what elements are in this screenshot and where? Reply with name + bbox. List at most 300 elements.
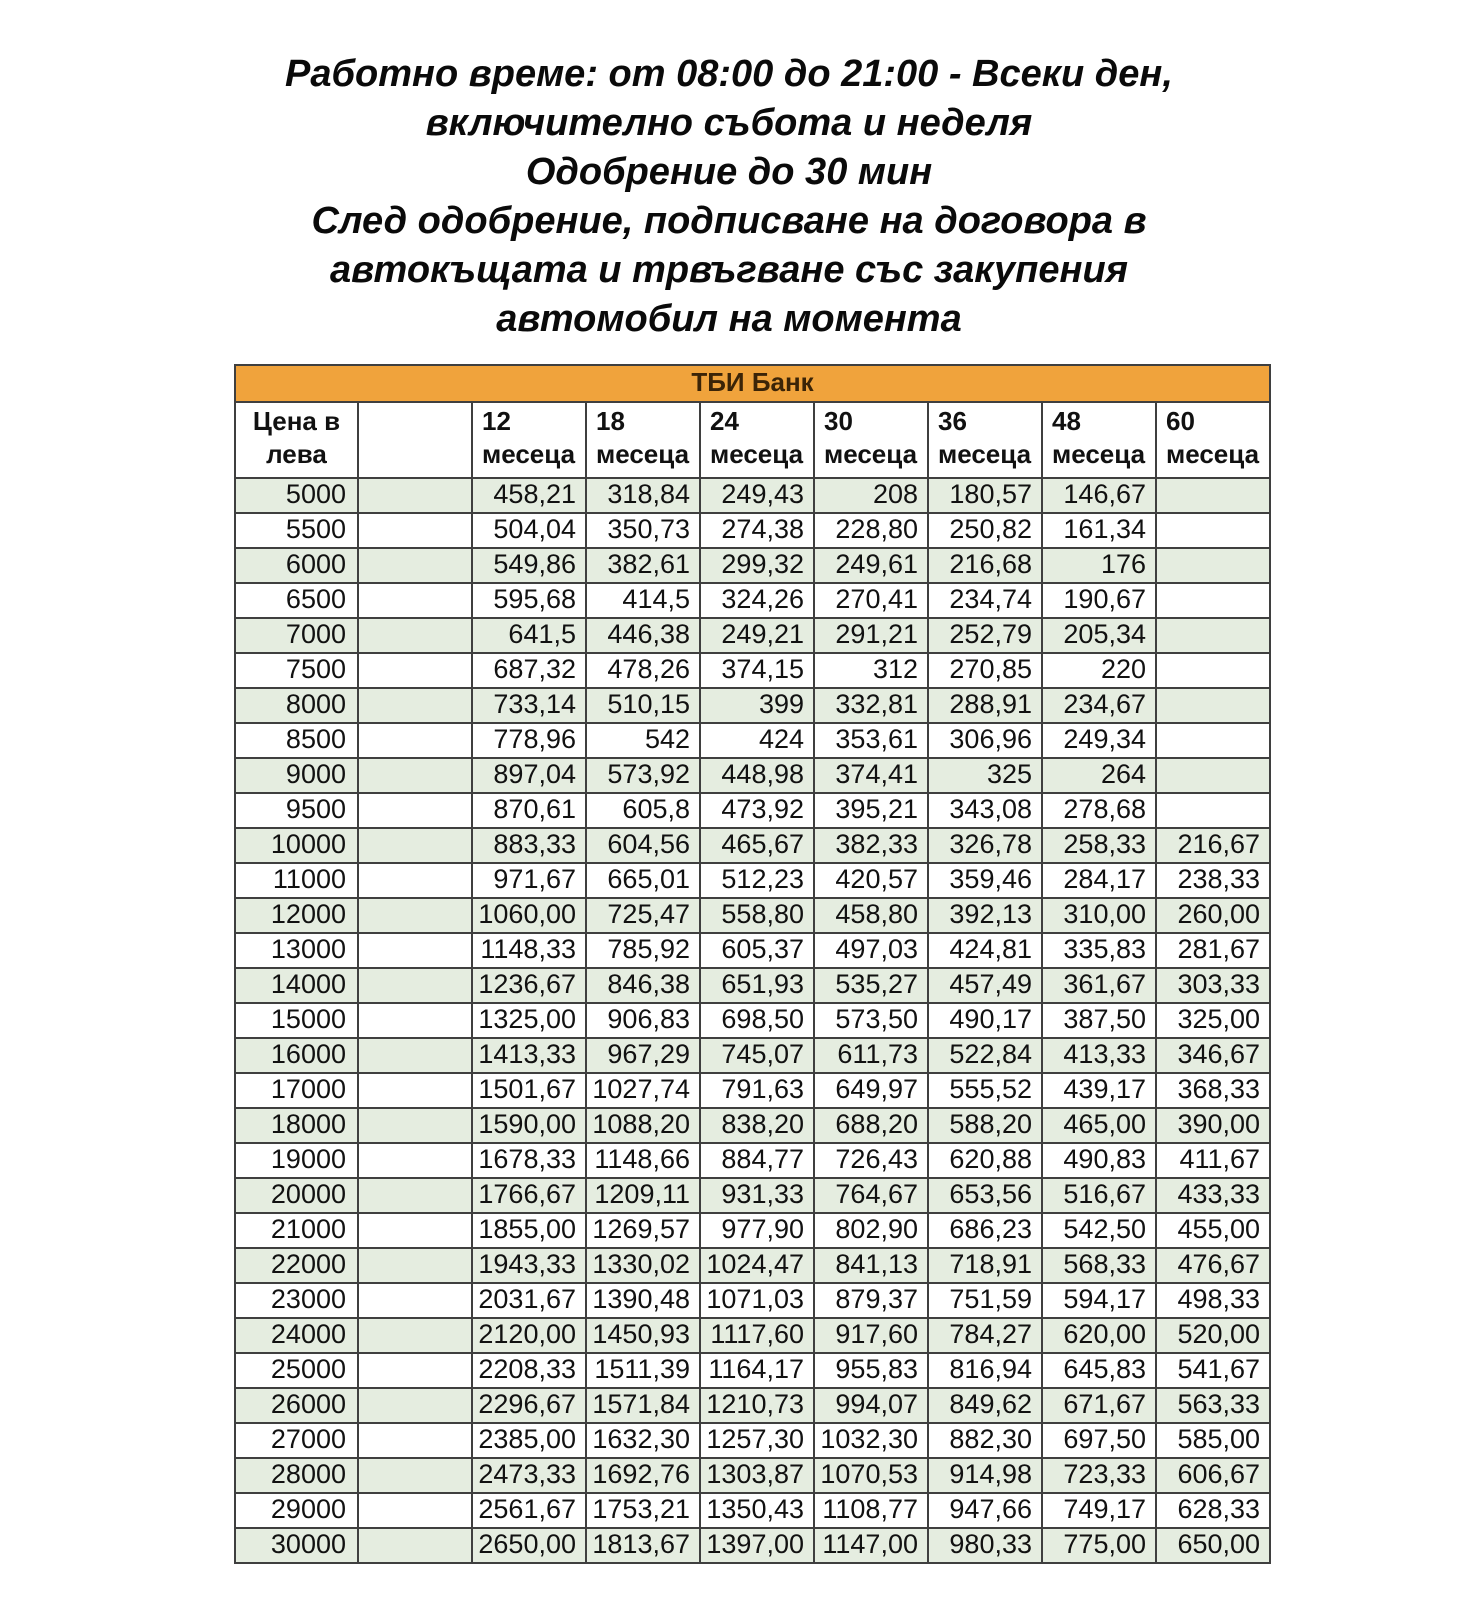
price-cell: 16000 — [235, 1038, 358, 1073]
payment-cell-36m: 718,91 — [928, 1248, 1042, 1283]
payment-cell-36m: 343,08 — [928, 793, 1042, 828]
empty-cell — [358, 618, 472, 653]
payment-cell-36m: 234,74 — [928, 583, 1042, 618]
payment-cell-18m: 478,26 — [586, 653, 700, 688]
price-cell: 25000 — [235, 1353, 358, 1388]
payment-cell-48m: 284,17 — [1042, 863, 1156, 898]
empty-cell — [358, 1143, 472, 1178]
empty-cell — [358, 1003, 472, 1038]
payment-cell-24m: 698,50 — [700, 1003, 814, 1038]
payment-cell-48m: 697,50 — [1042, 1423, 1156, 1458]
empty-cell — [358, 548, 472, 583]
payment-cell-12m: 2650,00 — [472, 1528, 586, 1563]
payment-cell-24m: 1071,03 — [700, 1283, 814, 1318]
payment-cell-24m: 651,93 — [700, 968, 814, 1003]
payment-cell-24m: 249,43 — [700, 478, 814, 513]
table-row — [235, 1318, 1270, 1353]
payment-cell-24m: 977,90 — [700, 1213, 814, 1248]
table-row — [235, 1423, 1270, 1458]
payment-cell-48m: 516,67 — [1042, 1178, 1156, 1213]
payment-cell-60m: 628,33 — [1156, 1493, 1270, 1528]
table-row — [235, 1528, 1270, 1563]
payment-cell-60m: 238,33 — [1156, 863, 1270, 898]
empty-cell — [358, 828, 472, 863]
payment-cell-24m: 558,80 — [700, 898, 814, 933]
price-cell: 7000 — [235, 618, 358, 653]
payment-cell-36m: 326,78 — [928, 828, 1042, 863]
payment-cell-60m: 650,00 — [1156, 1528, 1270, 1563]
empty-cell — [358, 758, 472, 793]
payment-cell-30m: 1108,77 — [814, 1493, 928, 1528]
loan-payments-table — [234, 364, 1271, 1564]
payment-cell-36m: 620,88 — [928, 1143, 1042, 1178]
payment-cell-18m: 1692,76 — [586, 1458, 700, 1493]
payment-cell-48m: 568,33 — [1042, 1248, 1156, 1283]
payment-cell-48m: 310,00 — [1042, 898, 1156, 933]
payment-cell-60m — [1156, 548, 1270, 583]
payment-cell-48m: 645,83 — [1042, 1353, 1156, 1388]
payment-cell-18m: 1450,93 — [586, 1318, 700, 1353]
payment-cell-60m — [1156, 793, 1270, 828]
payment-cell-48m: 387,50 — [1042, 1003, 1156, 1038]
payment-cell-60m: 216,67 — [1156, 828, 1270, 863]
empty-cell — [358, 898, 472, 933]
payment-cell-12m: 1325,00 — [472, 1003, 586, 1038]
payment-cell-24m: 1117,60 — [700, 1318, 814, 1353]
table-row — [235, 1003, 1270, 1038]
payment-cell-30m: 353,61 — [814, 723, 928, 758]
payment-cell-24m: 1303,87 — [700, 1458, 814, 1493]
month-unit: месеца — [710, 439, 804, 469]
table-row — [235, 968, 1270, 1003]
table-row — [235, 828, 1270, 863]
payment-cell-30m: 841,13 — [814, 1248, 928, 1283]
payment-cell-24m: 884,77 — [700, 1143, 814, 1178]
payment-cell-18m: 382,61 — [586, 548, 700, 583]
payment-cell-36m: 980,33 — [928, 1528, 1042, 1563]
payment-cell-30m: 726,43 — [814, 1143, 928, 1178]
payment-cell-60m — [1156, 688, 1270, 723]
payment-cell-60m: 303,33 — [1156, 968, 1270, 1003]
payment-cell-30m: 917,60 — [814, 1318, 928, 1353]
payment-cell-60m: 455,00 — [1156, 1213, 1270, 1248]
table-row — [235, 1493, 1270, 1528]
payment-cell-30m: 535,27 — [814, 968, 928, 1003]
payment-cell-60m — [1156, 618, 1270, 653]
payment-cell-48m: 749,17 — [1042, 1493, 1156, 1528]
payment-cell-36m: 490,17 — [928, 1003, 1042, 1038]
payment-cell-18m: 1571,84 — [586, 1388, 700, 1423]
price-cell: 23000 — [235, 1283, 358, 1318]
payment-cell-48m: 205,34 — [1042, 618, 1156, 653]
payment-cell-30m: 228,80 — [814, 513, 928, 548]
payment-cell-30m: 802,90 — [814, 1213, 928, 1248]
month-unit: месеца — [824, 439, 918, 469]
empty-cell — [358, 863, 472, 898]
price-cell: 19000 — [235, 1143, 358, 1178]
table-row — [235, 863, 1270, 898]
price-cell: 27000 — [235, 1423, 358, 1458]
month-number: 30 — [824, 406, 853, 436]
empty-cell — [358, 1248, 472, 1283]
payment-cell-36m: 816,94 — [928, 1353, 1042, 1388]
payment-cell-36m: 288,91 — [928, 688, 1042, 723]
empty-cell — [358, 1493, 472, 1528]
payment-cell-48m: 190,67 — [1042, 583, 1156, 618]
column-header-row — [235, 402, 1270, 478]
payment-cell-30m: 291,21 — [814, 618, 928, 653]
payment-cell-24m: 1210,73 — [700, 1388, 814, 1423]
empty-cell — [358, 1528, 472, 1563]
payment-cell-30m: 270,41 — [814, 583, 928, 618]
payment-cell-12m: 897,04 — [472, 758, 586, 793]
table-row — [235, 618, 1270, 653]
table-row — [235, 1353, 1270, 1388]
payment-cell-18m: 1511,39 — [586, 1353, 700, 1388]
payment-cell-30m: 879,37 — [814, 1283, 928, 1318]
payment-cell-36m: 653,56 — [928, 1178, 1042, 1213]
payment-cell-60m: 541,67 — [1156, 1353, 1270, 1388]
table-row — [235, 548, 1270, 583]
payment-cell-36m: 392,13 — [928, 898, 1042, 933]
empty-cell — [358, 653, 472, 688]
payment-cell-24m: 399 — [700, 688, 814, 723]
payment-cell-18m: 1269,57 — [586, 1213, 700, 1248]
payment-cell-12m: 687,32 — [472, 653, 586, 688]
payment-cell-60m — [1156, 758, 1270, 793]
month-unit: месеца — [938, 439, 1032, 469]
payment-cell-30m: 312 — [814, 653, 928, 688]
payment-cell-24m: 1397,00 — [700, 1528, 814, 1563]
payment-cell-36m: 784,27 — [928, 1318, 1042, 1353]
table-row — [235, 653, 1270, 688]
payment-cell-12m: 2473,33 — [472, 1458, 586, 1493]
payment-cell-36m: 457,49 — [928, 968, 1042, 1003]
price-cell: 30000 — [235, 1528, 358, 1563]
payment-cell-48m: 671,67 — [1042, 1388, 1156, 1423]
payment-cell-36m: 424,81 — [928, 933, 1042, 968]
month-unit: месеца — [596, 439, 690, 469]
payment-cell-24m: 299,32 — [700, 548, 814, 583]
title-line: Работно време: от 08:00 до 21:00 - Всеки ден, — [285, 53, 1173, 95]
month-number: 12 — [482, 406, 511, 436]
price-cell: 8000 — [235, 688, 358, 723]
payment-cell-36m: 325 — [928, 758, 1042, 793]
payment-cell-36m: 216,68 — [928, 548, 1042, 583]
title-line: След одобрение, подписване на договора в — [311, 200, 1147, 242]
payment-cell-60m — [1156, 723, 1270, 758]
payment-cell-12m: 2208,33 — [472, 1353, 586, 1388]
payment-cell-18m: 1209,11 — [586, 1178, 700, 1213]
payment-cell-48m: 413,33 — [1042, 1038, 1156, 1073]
month-column-header-18 — [586, 402, 700, 478]
month-column-header-48 — [1042, 402, 1156, 478]
payment-cell-36m: 522,84 — [928, 1038, 1042, 1073]
table-row — [235, 1458, 1270, 1493]
price-cell: 29000 — [235, 1493, 358, 1528]
table-row — [235, 1283, 1270, 1318]
payment-cell-18m: 446,38 — [586, 618, 700, 653]
payment-cell-60m — [1156, 583, 1270, 618]
table-row — [235, 1108, 1270, 1143]
payment-cell-18m: 414,5 — [586, 583, 700, 618]
payment-cell-18m: 967,29 — [586, 1038, 700, 1073]
payment-cell-12m: 1501,67 — [472, 1073, 586, 1108]
payment-cell-18m: 605,8 — [586, 793, 700, 828]
price-cell: 14000 — [235, 968, 358, 1003]
payment-cell-24m: 605,37 — [700, 933, 814, 968]
price-cell: 24000 — [235, 1318, 358, 1353]
price-cell: 6000 — [235, 548, 358, 583]
payment-cell-36m: 250,82 — [928, 513, 1042, 548]
month-unit: месеца — [482, 439, 576, 469]
payment-cell-60m: 433,33 — [1156, 1178, 1270, 1213]
payment-cell-60m: 411,67 — [1156, 1143, 1270, 1178]
payment-cell-24m: 465,67 — [700, 828, 814, 863]
payment-cell-12m: 1590,00 — [472, 1108, 586, 1143]
payment-cell-24m: 1024,47 — [700, 1248, 814, 1283]
empty-cell — [358, 1423, 472, 1458]
empty-cell — [358, 1178, 472, 1213]
price-cell: 8500 — [235, 723, 358, 758]
payment-cell-12m: 1678,33 — [472, 1143, 586, 1178]
price-cell: 9000 — [235, 758, 358, 793]
payment-cell-30m: 249,61 — [814, 548, 928, 583]
price-cell: 15000 — [235, 1003, 358, 1038]
table-row — [235, 513, 1270, 548]
payment-cell-30m: 649,97 — [814, 1073, 928, 1108]
payment-cell-30m: 955,83 — [814, 1353, 928, 1388]
payment-cell-12m: 1236,67 — [472, 968, 586, 1003]
table-row — [235, 1213, 1270, 1248]
payment-cell-18m: 665,01 — [586, 863, 700, 898]
payment-cell-18m: 604,56 — [586, 828, 700, 863]
payment-cell-18m: 350,73 — [586, 513, 700, 548]
payment-cell-18m: 1753,21 — [586, 1493, 700, 1528]
month-unit: месеца — [1166, 439, 1260, 469]
empty-cell — [358, 1388, 472, 1423]
payment-cell-30m: 994,07 — [814, 1388, 928, 1423]
payment-cell-48m: 278,68 — [1042, 793, 1156, 828]
payment-cell-48m: 775,00 — [1042, 1528, 1156, 1563]
payment-cell-12m: 870,61 — [472, 793, 586, 828]
empty-column-header — [358, 402, 472, 478]
payment-cell-48m: 258,33 — [1042, 828, 1156, 863]
payment-cell-36m: 849,62 — [928, 1388, 1042, 1423]
page-title — [0, 50, 1458, 344]
payment-cell-48m: 465,00 — [1042, 1108, 1156, 1143]
payment-cell-12m: 2120,00 — [472, 1318, 586, 1353]
payment-cell-60m: 368,33 — [1156, 1073, 1270, 1108]
empty-cell — [358, 793, 472, 828]
payment-cell-60m: 606,67 — [1156, 1458, 1270, 1493]
price-cell: 21000 — [235, 1213, 358, 1248]
payment-cell-12m: 1943,33 — [472, 1248, 586, 1283]
payment-cell-24m: 838,20 — [700, 1108, 814, 1143]
empty-cell — [358, 583, 472, 618]
payment-cell-48m: 542,50 — [1042, 1213, 1156, 1248]
empty-cell — [358, 1108, 472, 1143]
payment-cell-12m: 595,68 — [472, 583, 586, 618]
payment-cell-48m: 594,17 — [1042, 1283, 1156, 1318]
empty-cell — [358, 1353, 472, 1388]
price-cell: 22000 — [235, 1248, 358, 1283]
empty-cell — [358, 1073, 472, 1108]
payment-cell-60m: 498,33 — [1156, 1283, 1270, 1318]
payment-cell-24m: 791,63 — [700, 1073, 814, 1108]
price-cell: 6500 — [235, 583, 358, 618]
table-row — [235, 1143, 1270, 1178]
empty-cell — [358, 1038, 472, 1073]
payment-cell-60m: 260,00 — [1156, 898, 1270, 933]
payment-cell-24m: 931,33 — [700, 1178, 814, 1213]
price-cell: 5000 — [235, 478, 358, 513]
payment-cell-12m: 733,14 — [472, 688, 586, 723]
payment-cell-12m: 2296,67 — [472, 1388, 586, 1423]
table-row — [235, 758, 1270, 793]
payment-cell-18m: 725,47 — [586, 898, 700, 933]
payment-cell-18m: 510,15 — [586, 688, 700, 723]
payment-cell-60m: 520,00 — [1156, 1318, 1270, 1353]
payment-cell-24m: 1257,30 — [700, 1423, 814, 1458]
payment-cell-36m: 751,59 — [928, 1283, 1042, 1318]
payment-cell-24m: 448,98 — [700, 758, 814, 793]
month-number: 36 — [938, 406, 967, 436]
payment-cell-24m: 424 — [700, 723, 814, 758]
payment-cell-30m: 764,67 — [814, 1178, 928, 1213]
price-cell: 12000 — [235, 898, 358, 933]
payment-cell-30m: 1032,30 — [814, 1423, 928, 1458]
payment-cell-60m: 476,67 — [1156, 1248, 1270, 1283]
month-number: 18 — [596, 406, 625, 436]
payment-cell-48m: 723,33 — [1042, 1458, 1156, 1493]
table-row — [235, 583, 1270, 618]
payment-cell-48m: 176 — [1042, 548, 1156, 583]
payment-cell-60m: 390,00 — [1156, 1108, 1270, 1143]
payment-cell-18m: 785,92 — [586, 933, 700, 968]
payment-cell-36m: 588,20 — [928, 1108, 1042, 1143]
table-row — [235, 688, 1270, 723]
price-cell: 5500 — [235, 513, 358, 548]
payment-cell-60m — [1156, 513, 1270, 548]
price-cell: 7500 — [235, 653, 358, 688]
price-cell: 17000 — [235, 1073, 358, 1108]
payment-cell-24m: 512,23 — [700, 863, 814, 898]
empty-cell — [358, 723, 472, 758]
payment-cell-48m: 264 — [1042, 758, 1156, 793]
bank-header-row — [235, 365, 1270, 402]
empty-cell — [358, 478, 472, 513]
price-cell: 26000 — [235, 1388, 358, 1423]
payment-cell-36m: 180,57 — [928, 478, 1042, 513]
empty-cell — [358, 933, 472, 968]
price-cell: 10000 — [235, 828, 358, 863]
price-cell: 11000 — [235, 863, 358, 898]
price-cell: 13000 — [235, 933, 358, 968]
payment-cell-24m: 249,21 — [700, 618, 814, 653]
payment-cell-30m: 497,03 — [814, 933, 928, 968]
payment-cell-24m: 745,07 — [700, 1038, 814, 1073]
payment-cell-18m: 846,38 — [586, 968, 700, 1003]
payment-cell-12m: 1766,67 — [472, 1178, 586, 1213]
payment-cell-48m: 161,34 — [1042, 513, 1156, 548]
payment-cell-18m: 1027,74 — [586, 1073, 700, 1108]
payment-cell-48m: 249,34 — [1042, 723, 1156, 758]
payment-cell-48m: 335,83 — [1042, 933, 1156, 968]
bank-name-header: ТБИ Банк — [235, 365, 1270, 402]
empty-cell — [358, 1283, 472, 1318]
payment-cell-48m: 361,67 — [1042, 968, 1156, 1003]
title-line: автокъщата и трвъгване със закупения — [329, 249, 1129, 291]
payment-cell-36m: 270,85 — [928, 653, 1042, 688]
table-row — [235, 1248, 1270, 1283]
payment-cell-36m: 252,79 — [928, 618, 1042, 653]
payment-cell-30m: 420,57 — [814, 863, 928, 898]
payment-cell-12m: 1060,00 — [472, 898, 586, 933]
payment-cell-24m: 1350,43 — [700, 1493, 814, 1528]
title-line: включително събота и неделя — [425, 102, 1033, 144]
payment-cell-24m: 1164,17 — [700, 1353, 814, 1388]
payment-cell-36m: 914,98 — [928, 1458, 1042, 1493]
payment-cell-12m: 504,04 — [472, 513, 586, 548]
payment-cell-36m: 882,30 — [928, 1423, 1042, 1458]
empty-cell — [358, 968, 472, 1003]
payment-cell-24m: 274,38 — [700, 513, 814, 548]
payment-cell-60m: 346,67 — [1156, 1038, 1270, 1073]
payment-cell-48m: 234,67 — [1042, 688, 1156, 723]
payment-cell-12m: 1148,33 — [472, 933, 586, 968]
title-line: Одобрение до 30 мин — [525, 151, 933, 193]
empty-cell — [358, 1213, 472, 1248]
month-column-header-36 — [928, 402, 1042, 478]
payment-cell-36m: 555,52 — [928, 1073, 1042, 1108]
price-header-line1: Цена в — [252, 406, 341, 436]
month-column-header-12 — [472, 402, 586, 478]
table-row — [235, 723, 1270, 758]
empty-cell — [358, 513, 472, 548]
payment-cell-30m: 688,20 — [814, 1108, 928, 1143]
payment-cell-30m: 1147,00 — [814, 1528, 928, 1563]
title-line: автомобил на момента — [496, 298, 962, 340]
price-header-line2: лева — [266, 439, 327, 469]
month-column-header-24 — [700, 402, 814, 478]
price-cell: 9500 — [235, 793, 358, 828]
payment-cell-18m: 1088,20 — [586, 1108, 700, 1143]
payment-cell-18m: 1390,48 — [586, 1283, 700, 1318]
payment-cell-12m: 2385,00 — [472, 1423, 586, 1458]
month-column-header-30 — [814, 402, 928, 478]
price-column-header — [235, 402, 358, 478]
payment-cell-12m: 2561,67 — [472, 1493, 586, 1528]
empty-cell — [358, 688, 472, 723]
payment-cell-36m: 947,66 — [928, 1493, 1042, 1528]
payment-cell-48m: 146,67 — [1042, 478, 1156, 513]
payment-cell-30m: 611,73 — [814, 1038, 928, 1073]
payment-cell-12m: 458,21 — [472, 478, 586, 513]
payment-cell-30m: 458,80 — [814, 898, 928, 933]
payment-cell-30m: 374,41 — [814, 758, 928, 793]
month-unit: месеца — [1052, 439, 1146, 469]
payment-cell-60m — [1156, 653, 1270, 688]
payment-cell-12m: 641,5 — [472, 618, 586, 653]
payment-cell-30m: 332,81 — [814, 688, 928, 723]
payment-cell-60m — [1156, 478, 1270, 513]
empty-cell — [358, 1318, 472, 1353]
payment-cell-36m: 306,96 — [928, 723, 1042, 758]
table-row — [235, 1038, 1270, 1073]
month-number: 60 — [1166, 406, 1195, 436]
payment-cell-48m: 439,17 — [1042, 1073, 1156, 1108]
